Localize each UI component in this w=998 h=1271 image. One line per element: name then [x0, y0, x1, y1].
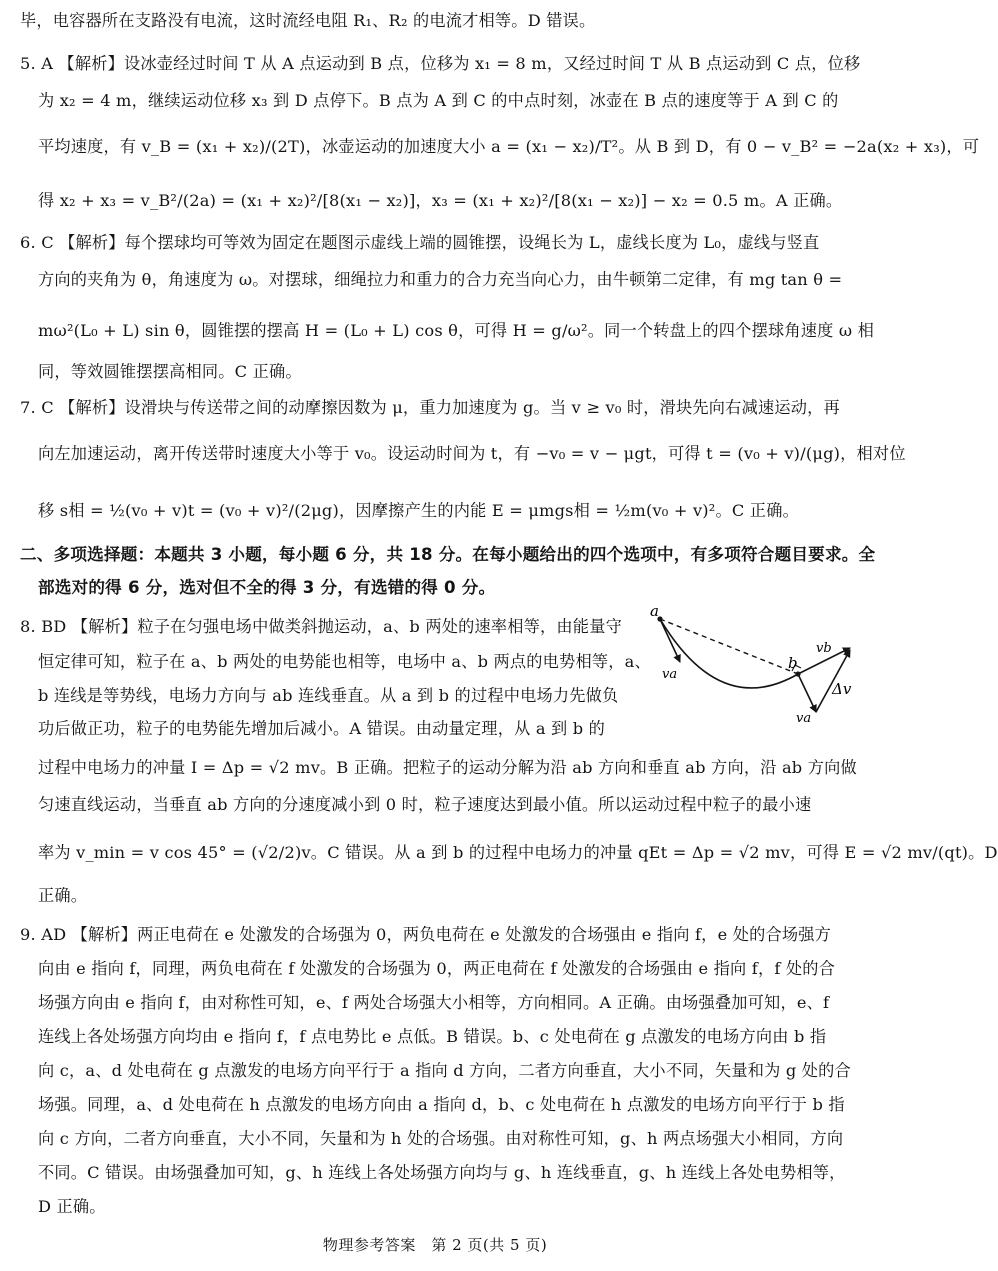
q9-line: 向由 e 指向 f，同理，两负电荷在 f 处激发的合场强为 0，两正电荷在 f 处激发的合场强由 e 指向 f，f 处的合 [38, 959, 836, 978]
q6-line: 方向的夹角为 θ，角速度为 ω。对摆球，细绳拉力和重力的合力充当向心力，由牛顿第二定律，有 mg tan θ = [38, 270, 843, 289]
q9-line: 向 c，a、d 处电荷在 g 点激发的电场方向平行于 a 指向 d 方向，二者方向垂直，大小不同，矢量和为 g 处的合 [38, 1061, 851, 1080]
q7-line: 向左加速运动，离开传送带时速度大小等于 v₀。设运动时间为 t，有 −v₀ = v − μgt，可得 t = (v₀ + v)/(μg)，相对位 [38, 444, 906, 463]
q9-line: 不同。C 错误。由场强叠加可知，g、h 连线上各处场强方向均与 g、h 连线垂直，g、h 连线上各处电势相等， [38, 1163, 846, 1182]
q7-line: 移 s相 = ½(v₀ + v)t = (v₀ + v)²/(2μg)，因摩擦产生的内能 E = μmgs相 = ½m(v₀ + v)²。C 正确。 [38, 501, 799, 520]
q8-line: 功后做正功，粒子的电势能先增加后减小。A 错误。由动量定理，从 a 到 b 的 [38, 719, 606, 738]
q9-line: 9. AD 【解析】两正电荷在 e 处激发的合场强为 0，两负电荷在 e 处激发的合场强由 e 指向 f，e 处的合场强方 [20, 925, 832, 944]
page-footer: 物理参考答案 第 2 页(共 5 页) [322, 1236, 548, 1254]
q8-line: 匀速直线运动，当垂直 ab 方向的分速度减小到 0 时，粒子速度达到最小值。所以运动过程中粒子的最小速 [38, 795, 812, 814]
label-a: a [650, 602, 659, 620]
label-va-right: va [796, 711, 812, 726]
q9-line: 场强。同理，a、d 处电荷在 h 点激发的电场方向由 a 指向 d，b、c 处电荷在 h 点激发的电场方向平行于 b 指 [38, 1095, 845, 1114]
q5-line: 得 x₂ + x₃ = v_B²/(2a) = (x₁ + x₂)²/[8(x₁ − x₂)]，x₃ = (x₁ + x₂)²/[8(x₁ − x₂)] − x₂ = 0.5 m。A 正确。 [38, 191, 843, 210]
label-delta-v: Δv [832, 680, 852, 698]
section-heading: 部选对的得 6 分，选对但不全的得 3 分，有选错的得 0 分。 [38, 578, 496, 597]
section-heading: 二、多项选择题：本题共 3 小题，每小题 6 分，共 18 分。在每小题给出的四个选项中，有多项符合题目要求。全 [20, 545, 876, 564]
label-va-left: va [662, 667, 678, 682]
point-b [795, 671, 800, 676]
q9-line: 场强方向由 e 指向 f，由对称性可知，e、f 两处合场强大小相等，方向相同。A 正确。由场强叠加可知，e、f [38, 993, 830, 1012]
text-line: 毕，电容器所在支路没有电流，这时流经电阻 R₁、R₂ 的电流才相等。D 错误。 [20, 11, 596, 30]
label-vb: vb [816, 641, 832, 656]
q9-line: 向 c 方向，二者方向垂直，大小不同，矢量和为 h 处的合场强。由对称性可知，g、h 两点场强大小相同，方向 [38, 1129, 844, 1148]
label-b: b [788, 654, 798, 672]
q7-line: 7. C 【解析】设滑块与传送带之间的动摩擦因数为 μ，重力加速度为 g。当 v ≥ v₀ 时，滑块先向右减速运动，再 [20, 398, 840, 417]
q9-line: D 正确。 [38, 1197, 106, 1216]
velocity-diagram [640, 604, 865, 729]
q8-line: 率为 v_min = v cos 45° = (√2/2)v。C 错误。从 a 到 b 的过程中电场力的冲量 qEt = Δp = √2 mv，可得 E = √2 mv/(qt)。D [38, 843, 998, 862]
q5-line: 为 x₂ = 4 m，继续运动位移 x₃ 到 D 点停下。B 点为 A 到 C 的中点时刻，冰壶在 B 点的速度等于 A 到 C 的 [38, 91, 839, 110]
q6-line: 6. C 【解析】每个摆球均可等效为固定在题图示虚线上端的圆锥摆，设绳长为 L，虚线长度为 L₀，虚线与竖直 [20, 233, 820, 252]
q8-line: 过程中电场力的冲量 I = Δp = √2 mv。B 正确。把粒子的运动分解为沿 ab 方向和垂直 ab 方向，沿 ab 方向做 [38, 758, 857, 777]
q8-line: b 连线是等势线，电场力方向与 ab 连线垂直。从 a 到 b 的过程中电场力先做负 [38, 686, 619, 705]
trajectory-curve [660, 619, 798, 688]
q8-line: 恒定律可知，粒子在 a、b 两处的电势能也相等，电场中 a、b 两点的电势相等，a、 [38, 652, 651, 671]
q5-line: 5. A 【解析】设冰壶经过时间 T 从 A 点运动到 B 点，位移为 x₁ = 8 m，又经过时间 T 从 B 点运动到 C 点，位移 [20, 54, 861, 73]
q8-line: 8. BD 【解析】粒子在匀强电场中做类斜抛运动，a、b 两处的速率相等，由能量守 [20, 617, 622, 636]
q5-line: 平均速度，有 v_B = (x₁ + x₂)/(2T)，冰壶运动的加速度大小 a = (x₁ − x₂)/T²。从 B 到 D，有 0 − v_B² = −2a(x₂ + x₃)，可 [38, 137, 980, 156]
va-arrow-right [798, 674, 816, 712]
q8-line: 正确。 [38, 886, 88, 905]
q6-line: mω²(L₀ + L) sin θ，圆锥摆的摆高 H = (L₀ + L) cos θ，可得 H = g/ω²。同一个转盘上的四个摆球角速度 ω 相 [38, 321, 874, 340]
q6-line: 同，等效圆锥摆摆高相同。C 正确。 [38, 362, 302, 381]
q9-line: 连线上各处场强方向均由 e 指向 f，f 点电势比 e 点低。B 错误。b、c 处电荷在 g 点激发的电场方向由 b 指 [38, 1027, 827, 1046]
ab-dashed-line [660, 619, 798, 674]
